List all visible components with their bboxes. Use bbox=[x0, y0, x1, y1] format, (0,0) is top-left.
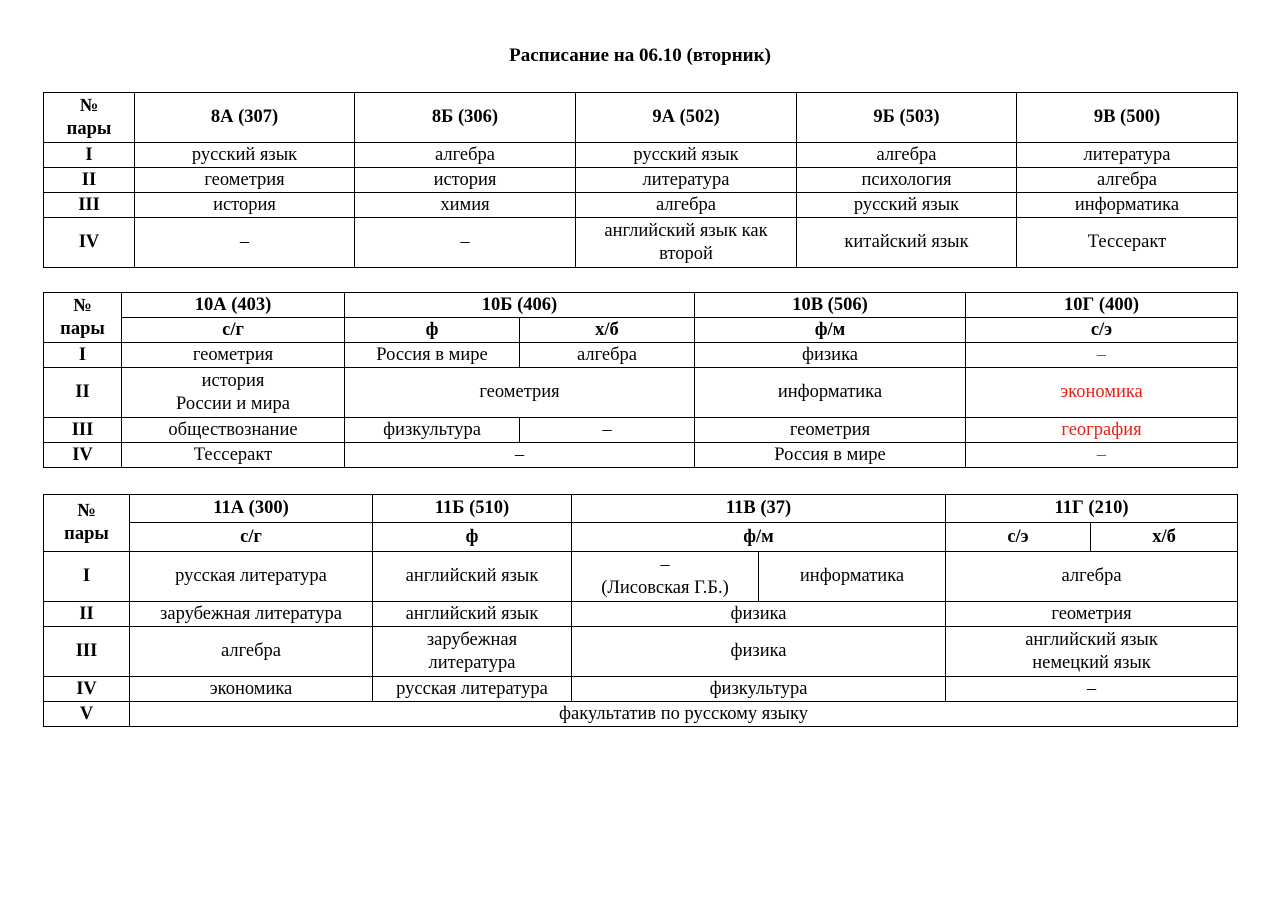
subject-cell: история России и мира bbox=[122, 368, 345, 418]
class-header: 9А (502) bbox=[576, 93, 797, 143]
lesson-number-header: № пары bbox=[44, 495, 130, 552]
subject-cell: – bbox=[946, 677, 1238, 702]
subject-cell: английский язык как второй bbox=[576, 218, 797, 268]
subject-cell: английский язык bbox=[373, 552, 572, 602]
table-row bbox=[44, 193, 1238, 218]
subject-cell: физкультура bbox=[345, 418, 520, 443]
subject-cell: физика bbox=[572, 602, 946, 627]
subject-cell: английский язык bbox=[373, 602, 572, 627]
subject-cell: Тессеракт bbox=[122, 443, 345, 468]
profile-header: с/г bbox=[122, 318, 345, 343]
table-row bbox=[44, 418, 1238, 443]
subject-cell: физика bbox=[572, 627, 946, 677]
profile-header: ф/м bbox=[572, 523, 946, 552]
subject-cell: русский язык bbox=[135, 143, 355, 168]
lesson-number: II bbox=[44, 168, 135, 193]
subject-cell: – bbox=[355, 218, 576, 268]
class-header: 11Г (210) bbox=[946, 495, 1238, 523]
class-header: 9Б (503) bbox=[797, 93, 1017, 143]
profile-header: х/б bbox=[520, 318, 695, 343]
lesson-number-header: № пары bbox=[44, 93, 135, 143]
subject-cell: зарубежная литература bbox=[373, 627, 572, 677]
class-header: 10Г (400) bbox=[966, 293, 1238, 318]
class-header: 10А (403) bbox=[122, 293, 345, 318]
subject-cell: геометрия bbox=[135, 168, 355, 193]
class-header: 9В (500) bbox=[1017, 93, 1238, 143]
subject-cell-highlight: экономика bbox=[966, 368, 1238, 418]
lesson-number: IV bbox=[44, 218, 135, 268]
lesson-number: I bbox=[44, 343, 122, 368]
table-row bbox=[44, 368, 1238, 418]
subject-cell: литература bbox=[1017, 143, 1238, 168]
subject-cell: факультатив по русскому языку bbox=[130, 702, 1238, 727]
subject-cell: химия bbox=[355, 193, 576, 218]
class-header: 8Б (306) bbox=[355, 93, 576, 143]
subject-cell: физика bbox=[695, 343, 966, 368]
profile-header-row bbox=[44, 318, 1238, 343]
class-header: 11Б (510) bbox=[373, 495, 572, 523]
table-row bbox=[44, 218, 1238, 268]
subject-cell: русский язык bbox=[797, 193, 1017, 218]
subject-cell: геометрия bbox=[345, 368, 695, 418]
lesson-number: III bbox=[44, 193, 135, 218]
profile-header: с/э bbox=[966, 318, 1238, 343]
subject-cell: алгебра bbox=[355, 143, 576, 168]
profile-header-row bbox=[44, 523, 1238, 552]
subject-cell: история bbox=[355, 168, 576, 193]
class-header: 11В (37) bbox=[572, 495, 946, 523]
class-header: 11А (300) bbox=[130, 495, 373, 523]
subject-cell-highlight: – bbox=[966, 443, 1238, 468]
subject-cell: китайский язык bbox=[797, 218, 1017, 268]
subject-cell-highlight: – bbox=[966, 343, 1238, 368]
subject-cell: русская литература bbox=[130, 552, 373, 602]
subject-cell: литература bbox=[576, 168, 797, 193]
subject-cell: геометрия bbox=[695, 418, 966, 443]
subject-cell: Тессеракт bbox=[1017, 218, 1238, 268]
lesson-number: I bbox=[44, 552, 130, 602]
subject-cell: физкультура bbox=[572, 677, 946, 702]
table-header-row bbox=[44, 495, 1238, 523]
table-row bbox=[44, 702, 1238, 727]
lesson-number: II bbox=[44, 602, 130, 627]
class-header: 8А (307) bbox=[135, 93, 355, 143]
subject-cell: экономика bbox=[130, 677, 373, 702]
table-header-row bbox=[44, 293, 1238, 318]
profile-header: ф bbox=[373, 523, 572, 552]
subject-cell: геометрия bbox=[122, 343, 345, 368]
subject-cell: – bbox=[345, 443, 695, 468]
lesson-number: III bbox=[44, 627, 130, 677]
profile-header: с/э bbox=[946, 523, 1091, 552]
lesson-number: IV bbox=[44, 677, 130, 702]
lesson-number: IV bbox=[44, 443, 122, 468]
subject-cell: Россия в мире bbox=[345, 343, 520, 368]
subject-cell: алгебра bbox=[576, 193, 797, 218]
subject-cell: – (Лисовская Г.Б.) bbox=[572, 552, 759, 602]
subject-cell: – bbox=[520, 418, 695, 443]
subject-cell: алгебра bbox=[1017, 168, 1238, 193]
profile-header: ф bbox=[345, 318, 520, 343]
table-row bbox=[44, 602, 1238, 627]
table-row bbox=[44, 168, 1238, 193]
class-header: 10Б (406) bbox=[345, 293, 695, 318]
table-row bbox=[44, 443, 1238, 468]
lesson-number-header: № пары bbox=[44, 293, 122, 343]
table-row bbox=[44, 343, 1238, 368]
page-title: Расписание на 06.10 (вторник) bbox=[509, 45, 771, 66]
profile-header: ф/м bbox=[695, 318, 966, 343]
subject-cell: английский язык немецкий язык bbox=[946, 627, 1238, 677]
subject-cell: русская литература bbox=[373, 677, 572, 702]
schedule-table-11 bbox=[43, 494, 1238, 727]
schedule-table-8-9 bbox=[43, 92, 1238, 268]
subject-cell-highlight: география bbox=[966, 418, 1238, 443]
subject-cell: алгебра bbox=[946, 552, 1238, 602]
subject-cell: алгебра bbox=[520, 343, 695, 368]
table-row bbox=[44, 143, 1238, 168]
table-row bbox=[44, 677, 1238, 702]
lesson-number: II bbox=[44, 368, 122, 418]
subject-cell: история bbox=[135, 193, 355, 218]
lesson-number: V bbox=[44, 702, 130, 727]
subject-cell: геометрия bbox=[946, 602, 1238, 627]
subject-cell: обществознание bbox=[122, 418, 345, 443]
table-row bbox=[44, 552, 1238, 602]
profile-header: с/г bbox=[130, 523, 373, 552]
subject-cell: информатика bbox=[695, 368, 966, 418]
subject-cell: алгебра bbox=[797, 143, 1017, 168]
table-row bbox=[44, 627, 1238, 677]
schedule-table-10 bbox=[43, 292, 1238, 468]
subject-cell: зарубежная литература bbox=[130, 602, 373, 627]
subject-cell: информатика bbox=[759, 552, 946, 602]
subject-cell: алгебра bbox=[130, 627, 373, 677]
table-header-row bbox=[44, 93, 1238, 143]
subject-cell: Россия в мире bbox=[695, 443, 966, 468]
subject-cell: русский язык bbox=[576, 143, 797, 168]
lesson-number: I bbox=[44, 143, 135, 168]
profile-header: х/б bbox=[1091, 523, 1238, 552]
lesson-number: III bbox=[44, 418, 122, 443]
subject-cell: психология bbox=[797, 168, 1017, 193]
class-header: 10В (506) bbox=[695, 293, 966, 318]
subject-cell: – bbox=[135, 218, 355, 268]
subject-cell: информатика bbox=[1017, 193, 1238, 218]
